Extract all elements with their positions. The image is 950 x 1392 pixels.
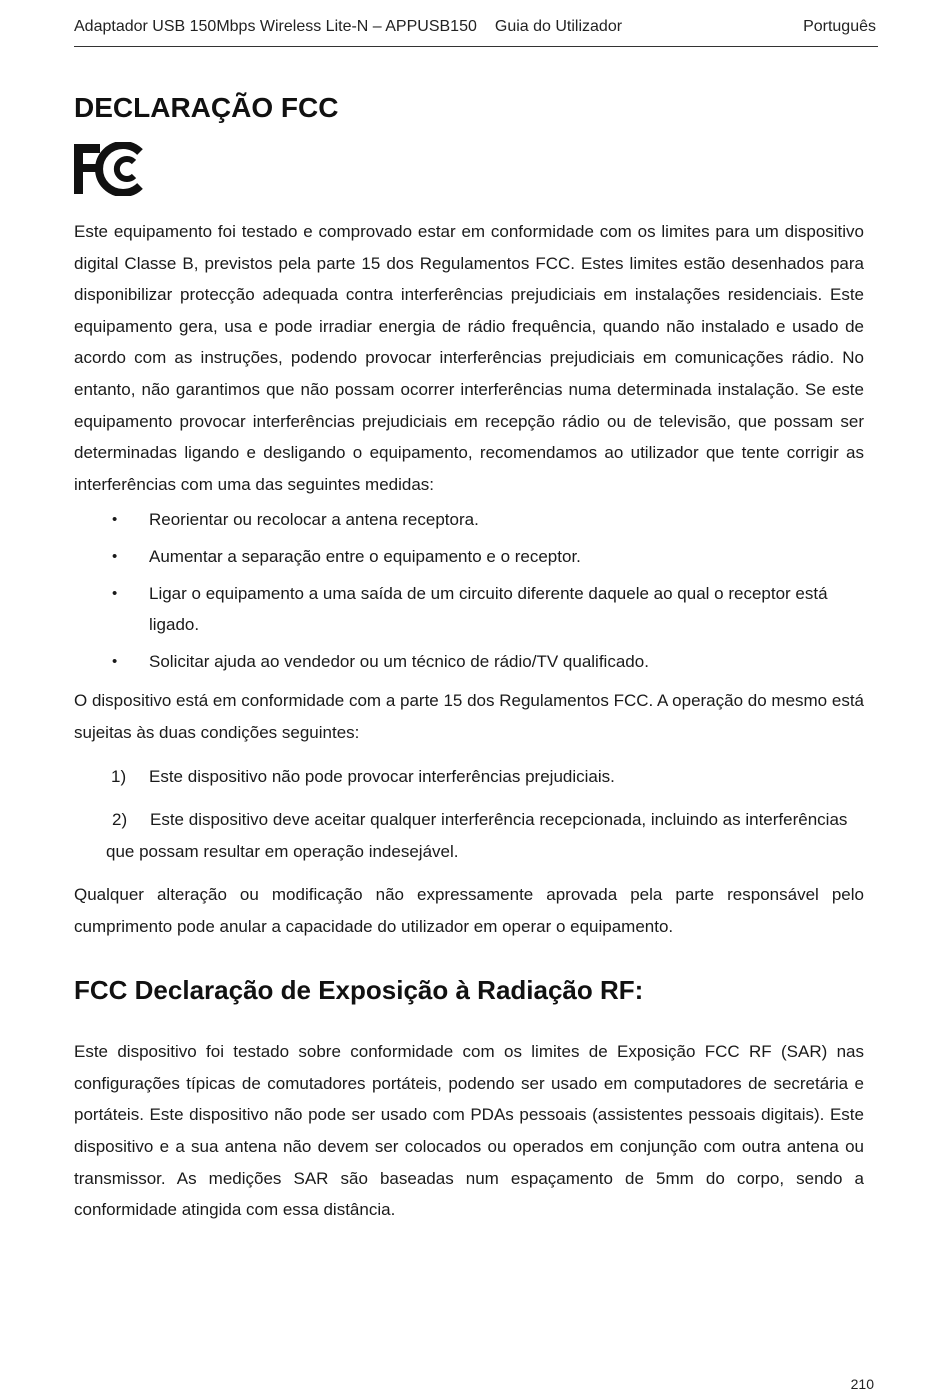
bullet-icon: • (112, 653, 118, 671)
page-number: 210 (850, 1376, 874, 1392)
page-header (74, 18, 878, 47)
modification-paragraph: Qualquer alteração ou modificação não expressamente aprovada pela parte responsável pelo cumprimento pode anular a capacidade do utilizador em operar o equipamento. (74, 885, 864, 936)
condition-number: 2) (112, 810, 128, 830)
header-product: Adaptador USB 150Mbps Wireless Lite-N – APPUSB150 (74, 18, 477, 35)
bullet-icon: • (112, 548, 118, 566)
header-left (74, 18, 622, 36)
list-item: • Solicitar ajuda ao vendedor ou um técnico de rádio/TV qualificado. (74, 646, 864, 677)
measures-list (74, 504, 864, 677)
rf-paragraph: Este dispositivo foi testado sobre conformidade com os limites de Exposição FCC RF (SAR) nas configurações típicas de comutadores portáteis, podendo ser usado em computadores de secretária e portáteis. Este dispositivo não pode ser usado com PDAs pessoais (assistentes pessoais digitais). Este dispositivo e a sua antena não devem ser colocados ou operados em conjunção com outra antena ou transmissor. As medições SAR são baseadas num espaçamento de 5mm do corpo, sendo a conformidade atingida com essa distância. (74, 1042, 864, 1220)
intro-paragraph: Este equipamento foi testado e comprovado estar em conformidade com os limites para um dispositivo digital Classe B, previstos pela parte 15 dos Regulamentos FCC. Estes limites estão desenhados para disponibilizar protecção adequada contra interferências prejudiciais em instalações residenciais. Este equipamento gera, usa e pode irradiar energia de rádio frequência, quando não instalado e usado de acordo com as instruções, podendo provocar interferências prejudiciais em comunicações rádio. No entanto, não garantimos que não possam ocorrer interferências numa determinada instalação. Se este equipamento provocar interferências prejudiciais em recepção rádio ou de televisão, que possam ser determinadas ligando e desligando o equipamento, recomendamos ao utilizador que tente corrigir as interferências com uma das seguintes medidas: (74, 222, 864, 494)
bullet-icon: • (112, 511, 118, 529)
condition-item: 1) Este dispositivo não pode provocar interferências prejudiciais. (74, 761, 864, 793)
list-item: • Aumentar a separação entre o equipamento e o receptor. (74, 541, 864, 572)
header-guide: Guia do Utilizador (494, 18, 623, 35)
condition-item: 2) Este dispositivo deve aceitar qualquer interferência recepcionada, incluindo as interferências que possam resultar em operação indesejável. (74, 804, 864, 867)
header-language: Português (803, 18, 876, 35)
section-subtitle: FCC Declaração de Exposição à Radiação RF: (74, 975, 644, 1006)
list-item: • Ligar o equipamento a uma saída de um circuito diferente daquele ao qual o receptor está ligado. (74, 578, 864, 640)
condition-number: 1) (111, 766, 127, 786)
page-content (74, 88, 864, 1226)
list-item: • Reorientar ou recolocar a antena receptora. (74, 504, 864, 535)
conditions-list (74, 761, 864, 868)
fcc-logo-icon (74, 142, 148, 196)
compliance-paragraph: O dispositivo está em conformidade com a parte 15 dos Regulamentos FCC. A operação do mesmo está sujeitas às duas condições seguintes: (74, 691, 864, 742)
page-title: DECLARAÇÃO FCC (74, 92, 339, 123)
bullet-icon: • (112, 585, 118, 603)
